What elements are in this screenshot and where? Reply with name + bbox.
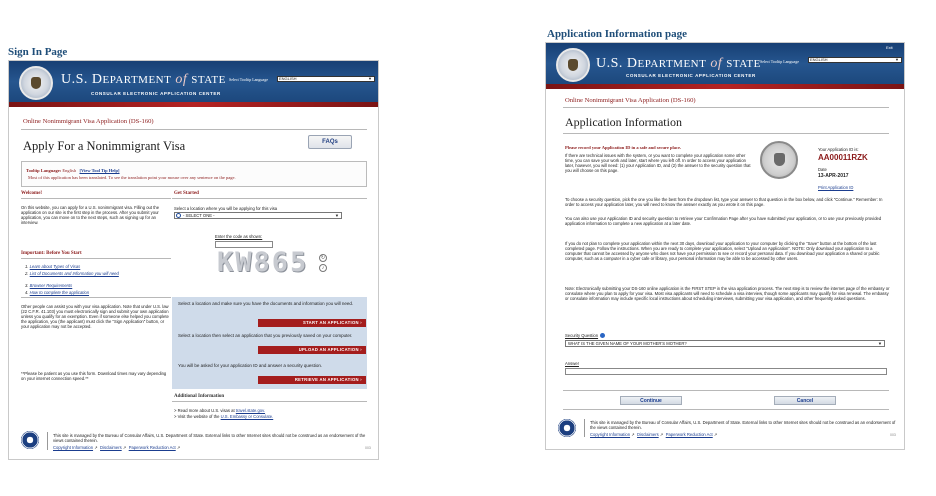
application-id: AA00011RZK [818,153,868,162]
footer-links: Copyright Information ↗ Disclaimers ↗ Paperwork Reduction Act ↗ [590,432,718,437]
sign-in-screenshot [8,60,379,460]
tooltip-language-line: Tooltip Language: English [View Tool Tip Help] [26,168,120,173]
audio-icon[interactable]: ♪ [319,264,327,272]
bureau-seal-icon [21,431,39,449]
location-select[interactable]: - SELECT ONE - ▼ [174,212,342,219]
choose-text: To choose a security question, pick the one you like the best from the dropdown list, type your answer to that question in the box below, and click "Continue." Remember: In order to access your application later, you will need to know the answer exactly as you wrote it on this page. [565,197,883,207]
refresh-icon[interactable]: ↻ [320,255,326,261]
department-seal-image [760,141,798,179]
disclaimers-link[interactable]: Disclaimers [100,445,122,450]
retrieve-panel [172,357,367,389]
ceac-subtitle: CONSULAR ELECTRONIC APPLICATION CENTER [91,91,221,96]
divider [172,401,367,402]
patience-text: **Please be patient as you use this form. Download times may vary depending on your internet connection speed.** [21,371,167,381]
tooltip-language-label: Select Tooltip Language [760,59,799,64]
list-item: 4. How to complete the application [25,290,90,295]
types-of-visas-link[interactable]: Learn about Types of Visas [29,264,81,269]
retrieve-text: You will be asked for your application ID and answer a security question. [178,363,323,368]
chevron-down-icon: ▼ [334,213,339,218]
footer-code: 003 [890,433,896,437]
paperwork-link[interactable]: Paperwork Reduction Act [665,432,713,437]
header-banner [546,43,905,89]
banner-stripe [546,84,905,89]
tooltip-note: Most of this application has been translated. To see the translation point your mouse over any sentence on the page. [28,175,236,180]
assist-text: Other people can assist you with your visa application. Note that under U.S. law (22 C.F.R. 41.103) you must electronically sign and submit your own application unless you qualify for an exemption. Even if someone else helped you complete the application, you (the applicant) must click the "Sign Application" button, or your application may not be accepted. [21,304,169,329]
security-question-label: Security Question [565,333,605,338]
dept-title: U.S. DEPARTMENT of STATE [61,72,226,87]
divider [172,198,367,199]
code-label: Enter the code as shown: [215,234,263,239]
list-item: 3. Browser Requirements [25,283,73,288]
faqs-button[interactable]: FAQs [308,135,352,149]
tooltip-language-box [21,161,367,187]
retrieve-application-button[interactable]: RETRIEVE AN APPLICATION › [258,376,366,384]
divider [47,432,48,450]
banner-stripe [9,102,379,107]
start-text: Select a location and make sure you have the documents and information you will need. [178,301,354,306]
also-text: You can also use your Application ID and security question to retrieve your Confirmation Page after you have submitted your application, or to use your previously provided application information to complete a new application at a later date. [565,216,882,226]
divider [21,129,367,130]
disclaimers-link[interactable]: Disclaimers [637,432,659,437]
header-banner [9,61,379,107]
page-title: Application Information [565,115,682,129]
date-value: 13-APR-2017 [818,173,849,179]
footer-links: Copyright Information ↗ Disclaimers ↗ Paperwork Reduction Act ↗ [53,445,181,450]
caption-sign-in: Sign In Page [8,46,68,58]
chevron-down-icon: ▼ [895,57,899,62]
start-application-button[interactable]: START AN APPLICATION › [258,319,366,327]
divider [21,198,171,199]
globe-icon [176,213,181,218]
continue-button[interactable]: Continue [620,396,682,405]
divider [584,419,585,437]
welcome-text: On this website, you can apply for a U.S. nonimmigrant visa. Filling out the application on our site is the first step in the process. After you submit your application, you can move on to the next steps, such as signing up for an interview. [21,205,160,225]
print-application-id-link[interactable]: Print Application ID [818,185,854,190]
captcha-image: KW865 [217,247,309,278]
page-title: Apply For a Nonimmigrant Visa [23,139,186,153]
how-to-complete-link[interactable]: How to complete the application [29,290,90,295]
app-id-label: Your Application ID is: [818,147,859,152]
upload-application-button[interactable]: UPLOAD AN APPLICATION › [258,346,366,354]
divider [21,297,171,298]
view-tooltip-help-link[interactable]: [View Tool Tip Help] [79,168,120,173]
caption-application-info: Application Information page [547,28,687,40]
date-label: Date [818,167,827,172]
answer-label: Answer [565,361,579,366]
travel-state-gov-link[interactable]: travel.state.gov. [235,408,266,413]
answer-input[interactable] [565,368,887,375]
chevron-down-icon: ▼ [368,76,372,81]
divider [563,133,889,134]
read-more-line: > Read more about U.S. visas at travel.state.gov. [174,408,266,413]
security-question-select[interactable]: WHAT IS THE GIVEN NAME OF YOUR MOTHER'S MOTHER? ▼ [565,340,885,347]
plan-text: If you do not plan to complete your application within the next 30 days, download your application to your computer by clicking the "Save" button at the bottom of the last completed page. Follow the instructions. When you are ready to complete your application, select "Upload an Application". NOTE: Only download your application to a computer that cannot be accessed by anyone who does not have your permission to see or record your personal data. If you download your application a shared or public computer, such as a computer in a cyber cafe or library, your personal information may be able to be accessed by other users. [565,241,880,261]
footer-text: This site is managed by the Bureau of Consular Affairs, U.S. Department of State. External links to other Internet sites should not be construed as an endorsement of the views contained therein. [53,433,366,443]
footer-text: This site is managed by the Bureau of Consular Affairs, U.S. Department of State. External links to other Internet sites should not be construed as an endorsement of the views contained therein. [590,420,896,430]
info-icon[interactable] [600,333,605,338]
exit-link[interactable]: Exit [886,45,893,50]
documents-list-link[interactable]: List of Documents and Information you will need [29,271,119,276]
bureau-seal-icon [558,419,576,437]
footer-code: 003 [365,446,371,450]
location-label: Select a location where you will be applying for this visa [174,206,278,211]
important-heading: Important: Before You Start [21,251,82,256]
state-seal-icon [19,66,53,100]
note-text: Note: Electronically submitting your DS-160 online application is the FIRST STEP in the visa application process. The next step is to review the internet page of the embassy or consulate where you plan to apply for your visa. Most visa applicants will need to schedule a visa interview, though some applicants may qualify for visa renewal. The embassy or consulate information may include specific local instructions about scheduling interviews, submitting your visa application, and other frequently asked questions. [565,286,890,301]
ceac-subtitle: CONSULAR ELECTRONIC APPLICATION CENTER [626,73,756,78]
safe-text: If there are technical issues with the system, or you want to complete your application some other time, you can save your work and later, start where you left off. In order to access your application later, however, you will need: (1) your Application ID, and (2) the answer to the security question that you will choose on this page. [565,153,751,173]
application-info-screenshot [545,42,905,450]
tooltip-language-select[interactable]: ENGLISH ▼ [808,57,902,63]
divider [563,409,889,410]
copyright-link[interactable]: Copyright Information [53,445,94,450]
list-item: 1. Learn about Types of Visas [25,264,81,269]
upload-text: Select a location then select an application that you previously saved on your computer. [178,333,353,338]
welcome-heading: Welcome! [21,191,43,196]
divider [21,258,171,259]
list-item: 2. List of Documents and Information you will need [25,271,119,276]
tooltip-language-select[interactable]: ENGLISH ▼ [277,76,375,82]
additional-info-heading: Additional Information [174,394,225,399]
dept-title: U.S. DEPARTMENT of STATE [596,56,761,71]
paperwork-link[interactable]: Paperwork Reduction Act [128,445,176,450]
state-seal-icon [556,48,590,82]
get-started-heading: Get Started [174,191,199,196]
divider [563,107,889,108]
visit-line: > Visit the website of the U.S. Embassy or Consulate. [174,414,274,419]
embassy-consulate-link[interactable]: U.S. Embassy or Consulate. [220,414,274,419]
cancel-button[interactable]: Cancel [774,396,836,405]
chevron-down-icon: ▼ [877,341,882,346]
safe-heading: Please record your Application ID in a safe and secure place. [565,145,682,150]
breadcrumb: Online Nonimmigrant Visa Application (DS-160) [23,118,154,125]
copyright-link[interactable]: Copyright Information [590,432,631,437]
browser-requirements-link[interactable]: Browser Requirements [29,283,73,288]
breadcrumb: Online Nonimmigrant Visa Application (DS-160) [565,97,696,104]
divider [563,390,889,391]
tooltip-language-label: Select Tooltip Language [229,77,268,82]
